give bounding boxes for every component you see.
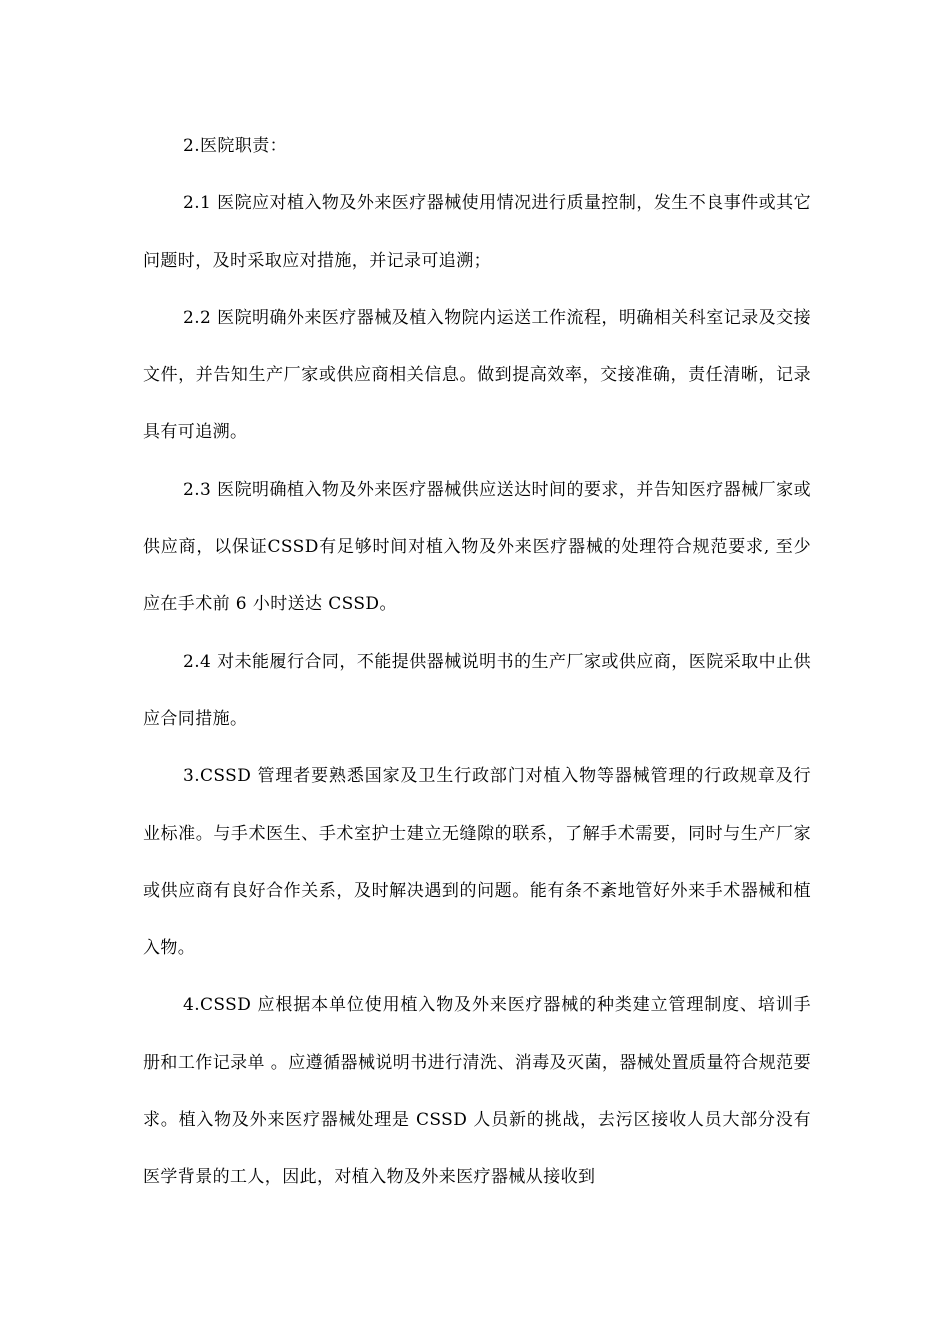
paragraph-2-1: 2.1 医院应对植入物及外来医疗器械使用情况进行质量控制，发生不良事件或其它问题时，及时采取应对措施，并记录可追溯； bbox=[143, 193, 811, 271]
paragraph-2-2: 2.2 医院明确外来医疗器械及植入物院内运送工作流程，明确相关科室记录及交接文件，并告知生产厂家或供应商相关信息。做到提高效率，交接准确，责任清晰，记录具有可追溯。 bbox=[143, 307, 811, 443]
paragraph-2-4: 2.4 对未能履行合同，不能提供器械说明书的生产厂家或供应商，医院采取中止供应合同措施。 bbox=[143, 651, 811, 729]
paragraph-hospital-duties-heading: 2.医院职责： bbox=[183, 136, 288, 156]
paragraph-4: 4.CSSD 应根据本单位使用植入物及外来医疗器械的种类建立管理制度、培训手册和工作记录单 。应遵循器械说明书进行清洗、消毒及灭菌，器械处置质量符合规范要求。植入物及外来医疗器械处理是 CSSD 人员新的挑战，去污区接收人员大部分没有医学背景的工人，因此，对植入物及外来医疗器械从接收到 bbox=[143, 995, 811, 1188]
paragraph-3: 3.CSSD 管理者要熟悉国家及卫生行政部门对植入物等器械管理的行政规章及行业标准。与手术医生、手术室护士建立无缝隙的联系，了解手术需要，同时与生产厂家或供应商有良好合作关系，及时解决遇到的问题。能有条不紊地管好外来手术器械和植入物。 bbox=[143, 766, 811, 959]
document-body bbox=[143, 118, 811, 1207]
paragraph-2-3: 2.3 医院明确植入物及外来医疗器械供应送达时间的要求，并告知医疗器械厂家或供应商，以保证CSSD有足够时间对植入物及外来医疗器械的处理符合规范要求, 至少应在手术前 6 小时送达 CSSD。 bbox=[143, 479, 811, 615]
